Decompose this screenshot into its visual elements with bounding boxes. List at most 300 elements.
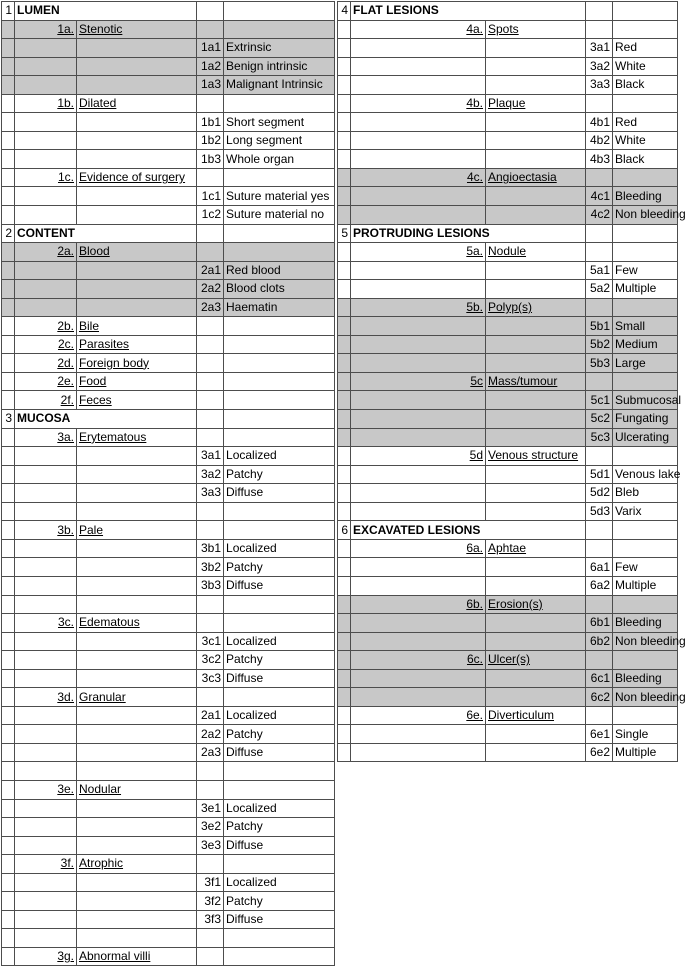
empty-cell bbox=[2, 243, 15, 262]
empty-cell bbox=[224, 20, 335, 39]
subcategory-code: 5b. bbox=[351, 298, 486, 317]
subcategory-code: 6b. bbox=[351, 595, 486, 614]
section-number: 3 bbox=[2, 410, 15, 429]
empty-cell bbox=[2, 261, 15, 280]
table-row-sub bbox=[2, 20, 335, 39]
item-label: Localized bbox=[224, 447, 335, 466]
empty-cell bbox=[77, 651, 197, 670]
empty-cell bbox=[15, 910, 77, 929]
empty-cell bbox=[338, 502, 351, 521]
empty-cell bbox=[197, 94, 224, 113]
empty-cell bbox=[224, 410, 335, 429]
item-label: Short segment bbox=[224, 113, 335, 132]
subcategory-label: Evidence of surgery bbox=[77, 168, 197, 187]
item-label: Patchy bbox=[224, 892, 335, 911]
subcategory-code: 1b. bbox=[15, 94, 77, 113]
empty-cell bbox=[486, 465, 586, 484]
empty-cell bbox=[224, 335, 335, 354]
empty-cell bbox=[586, 94, 613, 113]
empty-cell bbox=[197, 762, 224, 781]
empty-cell bbox=[351, 410, 486, 429]
empty-cell bbox=[2, 595, 15, 614]
subcategory-code: 2d. bbox=[15, 354, 77, 373]
empty-cell bbox=[197, 317, 224, 336]
table-row-item bbox=[2, 131, 335, 150]
table-row-blank bbox=[2, 502, 335, 521]
empty-cell bbox=[613, 224, 678, 243]
empty-cell bbox=[2, 206, 15, 225]
empty-cell bbox=[224, 855, 335, 874]
empty-cell bbox=[338, 465, 351, 484]
empty-cell bbox=[586, 539, 613, 558]
table-row-section bbox=[2, 224, 335, 243]
empty-cell bbox=[486, 76, 586, 95]
empty-cell bbox=[15, 539, 77, 558]
empty-cell bbox=[613, 243, 678, 262]
item-label: Patchy bbox=[224, 725, 335, 744]
subcategory-code: 4b. bbox=[351, 94, 486, 113]
empty-cell bbox=[15, 206, 77, 225]
empty-cell bbox=[77, 57, 197, 76]
empty-cell bbox=[338, 354, 351, 373]
empty-cell bbox=[613, 521, 678, 540]
empty-cell bbox=[338, 669, 351, 688]
table-row-item bbox=[338, 632, 678, 651]
empty-cell bbox=[338, 372, 351, 391]
table-row-item bbox=[338, 576, 678, 595]
empty-cell bbox=[2, 298, 15, 317]
empty-cell bbox=[15, 465, 77, 484]
empty-cell bbox=[338, 614, 351, 633]
table-row-item bbox=[338, 558, 678, 577]
item-code: 6c1 bbox=[586, 669, 613, 688]
item-label: Diffuse bbox=[224, 669, 335, 688]
empty-cell bbox=[351, 39, 486, 58]
item-code: 3c1 bbox=[197, 632, 224, 651]
item-code: 1c1 bbox=[197, 187, 224, 206]
subcategory-code: 3e. bbox=[15, 780, 77, 799]
subcategory-label: Ulcer(s) bbox=[486, 651, 586, 670]
item-label: Varix bbox=[613, 502, 678, 521]
table-row-sub bbox=[2, 354, 335, 373]
item-code: 1b2 bbox=[197, 131, 224, 150]
subcategory-code: 2e. bbox=[15, 372, 77, 391]
subcategory-code: 5a. bbox=[351, 243, 486, 262]
section-number: 6 bbox=[338, 521, 351, 540]
empty-cell bbox=[2, 168, 15, 187]
item-label: Black bbox=[613, 76, 678, 95]
table-row-item bbox=[338, 614, 678, 633]
empty-cell bbox=[351, 614, 486, 633]
subcategory-label: Edematous bbox=[77, 614, 197, 633]
empty-cell bbox=[224, 243, 335, 262]
item-code: 3a2 bbox=[586, 57, 613, 76]
item-label: Diffuse bbox=[224, 576, 335, 595]
empty-cell bbox=[486, 614, 586, 633]
subcategory-label: Atrophic bbox=[77, 855, 197, 874]
table-row-sub bbox=[2, 317, 335, 336]
empty-cell bbox=[15, 113, 77, 132]
empty-cell bbox=[197, 224, 224, 243]
empty-cell bbox=[197, 354, 224, 373]
section-number: 5 bbox=[338, 224, 351, 243]
item-code: 2a3 bbox=[197, 743, 224, 762]
empty-cell bbox=[77, 131, 197, 150]
empty-cell bbox=[77, 113, 197, 132]
table-row-sub bbox=[2, 688, 335, 707]
section-title: PROTRUDING LESIONS bbox=[351, 224, 586, 243]
table-row-item bbox=[338, 502, 678, 521]
empty-cell bbox=[486, 317, 586, 336]
empty-cell bbox=[2, 391, 15, 410]
empty-cell bbox=[2, 947, 15, 966]
subcategory-label: Blood bbox=[77, 243, 197, 262]
table-row-item bbox=[338, 280, 678, 299]
empty-cell bbox=[77, 725, 197, 744]
empty-cell bbox=[77, 632, 197, 651]
subcategory-label: Erosion(s) bbox=[486, 595, 586, 614]
empty-cell bbox=[586, 168, 613, 187]
empty-cell bbox=[338, 410, 351, 429]
empty-cell bbox=[486, 39, 586, 58]
empty-cell bbox=[486, 576, 586, 595]
empty-cell bbox=[2, 539, 15, 558]
table-row-sub bbox=[2, 614, 335, 633]
empty-cell bbox=[77, 206, 197, 225]
empty-cell bbox=[77, 818, 197, 837]
item-label: Single bbox=[613, 725, 678, 744]
empty-cell bbox=[224, 688, 335, 707]
empty-cell bbox=[15, 558, 77, 577]
item-code: 5c1 bbox=[586, 391, 613, 410]
item-code: 3a3 bbox=[586, 76, 613, 95]
empty-cell bbox=[613, 298, 678, 317]
empty-cell bbox=[586, 298, 613, 317]
empty-cell bbox=[77, 39, 197, 58]
empty-cell bbox=[486, 280, 586, 299]
empty-cell bbox=[197, 688, 224, 707]
empty-cell bbox=[77, 558, 197, 577]
empty-cell bbox=[197, 243, 224, 262]
empty-cell bbox=[224, 317, 335, 336]
subcategory-code: 2f. bbox=[15, 391, 77, 410]
empty-cell bbox=[586, 2, 613, 21]
empty-cell bbox=[197, 614, 224, 633]
empty-cell bbox=[15, 892, 77, 911]
empty-cell bbox=[351, 558, 486, 577]
empty-cell bbox=[77, 539, 197, 558]
table-row-item bbox=[2, 743, 335, 762]
subcategory-code: 2a. bbox=[15, 243, 77, 262]
item-label: Non bleeding bbox=[613, 206, 678, 225]
item-code: 2a2 bbox=[197, 725, 224, 744]
empty-cell bbox=[613, 651, 678, 670]
empty-cell bbox=[2, 465, 15, 484]
item-label: Bleeding bbox=[613, 669, 678, 688]
empty-cell bbox=[77, 502, 197, 521]
item-label: Red blood bbox=[224, 261, 335, 280]
empty-cell bbox=[197, 2, 224, 21]
table-row-item bbox=[338, 743, 678, 762]
item-code: 3f1 bbox=[197, 873, 224, 892]
empty-cell bbox=[486, 150, 586, 169]
empty-cell bbox=[197, 20, 224, 39]
item-label: Non bleeding bbox=[613, 632, 678, 651]
empty-cell bbox=[77, 873, 197, 892]
item-code: 3f3 bbox=[197, 910, 224, 929]
empty-cell bbox=[586, 521, 613, 540]
empty-cell bbox=[224, 502, 335, 521]
table-row-item bbox=[2, 725, 335, 744]
table-row-item bbox=[2, 206, 335, 225]
item-code: 1b3 bbox=[197, 150, 224, 169]
table-row-item bbox=[2, 57, 335, 76]
item-label: White bbox=[613, 57, 678, 76]
empty-cell bbox=[613, 447, 678, 466]
empty-cell bbox=[2, 150, 15, 169]
empty-cell bbox=[2, 910, 15, 929]
empty-cell bbox=[224, 94, 335, 113]
empty-cell bbox=[351, 502, 486, 521]
item-label: Few bbox=[613, 558, 678, 577]
empty-cell bbox=[586, 20, 613, 39]
empty-cell bbox=[2, 614, 15, 633]
empty-cell bbox=[338, 651, 351, 670]
empty-cell bbox=[338, 558, 351, 577]
table-row-sub bbox=[338, 706, 678, 725]
table-row-item bbox=[2, 576, 335, 595]
empty-cell bbox=[2, 799, 15, 818]
item-code: 6e2 bbox=[586, 743, 613, 762]
empty-cell bbox=[351, 280, 486, 299]
table-row-item bbox=[2, 539, 335, 558]
empty-cell bbox=[15, 836, 77, 855]
empty-cell bbox=[2, 558, 15, 577]
empty-cell bbox=[15, 632, 77, 651]
item-label: Venous lake bbox=[613, 465, 678, 484]
item-label: Localized bbox=[224, 799, 335, 818]
empty-cell bbox=[2, 706, 15, 725]
subcategory-code: 3g. bbox=[15, 947, 77, 966]
empty-cell bbox=[2, 20, 15, 39]
table-row-item bbox=[2, 39, 335, 58]
empty-cell bbox=[77, 280, 197, 299]
empty-cell bbox=[224, 372, 335, 391]
empty-cell bbox=[486, 131, 586, 150]
empty-cell bbox=[351, 57, 486, 76]
empty-cell bbox=[77, 447, 197, 466]
empty-cell bbox=[15, 484, 77, 503]
empty-cell bbox=[15, 39, 77, 58]
item-code: 6b2 bbox=[586, 632, 613, 651]
subcategory-label: Mass/tumour bbox=[486, 372, 586, 391]
item-code: 3e3 bbox=[197, 836, 224, 855]
empty-cell bbox=[586, 595, 613, 614]
empty-cell bbox=[338, 447, 351, 466]
table-row-item bbox=[2, 632, 335, 651]
empty-cell bbox=[2, 873, 15, 892]
table-row-item bbox=[2, 465, 335, 484]
empty-cell bbox=[351, 669, 486, 688]
item-label: Localized bbox=[224, 706, 335, 725]
subcategory-label: Pale bbox=[77, 521, 197, 540]
empty-cell bbox=[2, 428, 15, 447]
item-label: Diffuse bbox=[224, 484, 335, 503]
empty-cell bbox=[2, 372, 15, 391]
subcategory-label: Parasites bbox=[77, 335, 197, 354]
item-code: 5d2 bbox=[586, 484, 613, 503]
item-code: 1a1 bbox=[197, 39, 224, 58]
empty-cell bbox=[197, 929, 224, 948]
item-label: Haematin bbox=[224, 298, 335, 317]
empty-cell bbox=[77, 669, 197, 688]
empty-cell bbox=[486, 743, 586, 762]
section-number: 1 bbox=[2, 2, 15, 21]
item-code: 3b2 bbox=[197, 558, 224, 577]
item-label: Extrinsic bbox=[224, 39, 335, 58]
empty-cell bbox=[351, 206, 486, 225]
item-code: 6e1 bbox=[586, 725, 613, 744]
empty-cell bbox=[338, 131, 351, 150]
empty-cell bbox=[224, 947, 335, 966]
table-row-sub bbox=[338, 651, 678, 670]
table-row-item bbox=[338, 150, 678, 169]
subcategory-label: Venous structure bbox=[486, 447, 586, 466]
empty-cell bbox=[586, 706, 613, 725]
empty-cell bbox=[486, 688, 586, 707]
item-code: 5b3 bbox=[586, 354, 613, 373]
item-label: Benign intrinsic bbox=[224, 57, 335, 76]
empty-cell bbox=[338, 206, 351, 225]
empty-cell bbox=[2, 131, 15, 150]
table-row-item bbox=[338, 484, 678, 503]
item-code: 3a3 bbox=[197, 484, 224, 503]
empty-cell bbox=[77, 150, 197, 169]
empty-cell bbox=[613, 94, 678, 113]
table-row-item bbox=[2, 558, 335, 577]
empty-cell bbox=[351, 150, 486, 169]
item-label: Suture material yes bbox=[224, 187, 335, 206]
empty-cell bbox=[338, 39, 351, 58]
table-row-sub bbox=[338, 20, 678, 39]
item-code: 2a1 bbox=[197, 261, 224, 280]
item-code: 3a2 bbox=[197, 465, 224, 484]
empty-cell bbox=[224, 929, 335, 948]
item-code: 1a3 bbox=[197, 76, 224, 95]
empty-cell bbox=[351, 465, 486, 484]
table-row-blank bbox=[2, 595, 335, 614]
item-code: 3c3 bbox=[197, 669, 224, 688]
empty-cell bbox=[351, 317, 486, 336]
empty-cell bbox=[197, 428, 224, 447]
table-row-item bbox=[338, 206, 678, 225]
table-row-sub bbox=[2, 780, 335, 799]
table-row-item bbox=[2, 651, 335, 670]
item-label: Malignant Intrinsic bbox=[224, 76, 335, 95]
empty-cell bbox=[197, 335, 224, 354]
empty-cell bbox=[351, 187, 486, 206]
empty-cell bbox=[338, 632, 351, 651]
empty-cell bbox=[197, 168, 224, 187]
empty-cell bbox=[77, 799, 197, 818]
subcategory-code: 5d bbox=[351, 447, 486, 466]
item-label: Localized bbox=[224, 539, 335, 558]
empty-cell bbox=[486, 57, 586, 76]
empty-cell bbox=[2, 892, 15, 911]
subcategory-code: 3a. bbox=[15, 428, 77, 447]
table-row-sub bbox=[338, 447, 678, 466]
empty-cell bbox=[224, 2, 335, 21]
empty-cell bbox=[613, 2, 678, 21]
table-row-sub bbox=[338, 94, 678, 113]
empty-cell bbox=[351, 131, 486, 150]
empty-cell bbox=[351, 354, 486, 373]
section-number: 2 bbox=[2, 224, 15, 243]
item-label: White bbox=[613, 131, 678, 150]
item-code: 5d1 bbox=[586, 465, 613, 484]
item-label: Blood clots bbox=[224, 280, 335, 299]
item-code: 5a1 bbox=[586, 261, 613, 280]
table-row-item bbox=[2, 873, 335, 892]
table-row-item bbox=[338, 187, 678, 206]
table-row-blank bbox=[2, 762, 335, 781]
empty-cell bbox=[2, 447, 15, 466]
empty-cell bbox=[338, 576, 351, 595]
empty-cell bbox=[351, 76, 486, 95]
empty-cell bbox=[224, 595, 335, 614]
subcategory-label: Bile bbox=[77, 317, 197, 336]
section-title: EXCAVATED LESIONS bbox=[351, 521, 586, 540]
empty-cell bbox=[197, 947, 224, 966]
empty-cell bbox=[15, 76, 77, 95]
subcategory-code: 5c bbox=[351, 372, 486, 391]
empty-cell bbox=[338, 113, 351, 132]
empty-cell bbox=[2, 780, 15, 799]
subcategory-label: Foreign body bbox=[77, 354, 197, 373]
item-label: Bleeding bbox=[613, 614, 678, 633]
empty-cell bbox=[15, 651, 77, 670]
empty-cell bbox=[77, 929, 197, 948]
table-row-item bbox=[2, 113, 335, 132]
empty-cell bbox=[338, 428, 351, 447]
empty-cell bbox=[77, 743, 197, 762]
empty-cell bbox=[613, 595, 678, 614]
empty-cell bbox=[2, 57, 15, 76]
empty-cell bbox=[613, 168, 678, 187]
empty-cell bbox=[77, 261, 197, 280]
empty-cell bbox=[224, 391, 335, 410]
empty-cell bbox=[77, 595, 197, 614]
subcategory-label: Erytematous bbox=[77, 428, 197, 447]
empty-cell bbox=[2, 836, 15, 855]
empty-cell bbox=[351, 632, 486, 651]
empty-cell bbox=[338, 57, 351, 76]
table-row-item bbox=[2, 836, 335, 855]
empty-cell bbox=[15, 743, 77, 762]
item-label: Non bleeding bbox=[613, 688, 678, 707]
subcategory-code: 6c. bbox=[351, 651, 486, 670]
empty-cell bbox=[486, 113, 586, 132]
table-row-item bbox=[338, 317, 678, 336]
item-label: Bleb bbox=[613, 484, 678, 503]
table-row-item bbox=[338, 76, 678, 95]
empty-cell bbox=[197, 780, 224, 799]
table-row-item bbox=[2, 150, 335, 169]
table-row-item bbox=[2, 484, 335, 503]
item-label: Diffuse bbox=[224, 836, 335, 855]
item-label: Patchy bbox=[224, 465, 335, 484]
empty-cell bbox=[586, 651, 613, 670]
